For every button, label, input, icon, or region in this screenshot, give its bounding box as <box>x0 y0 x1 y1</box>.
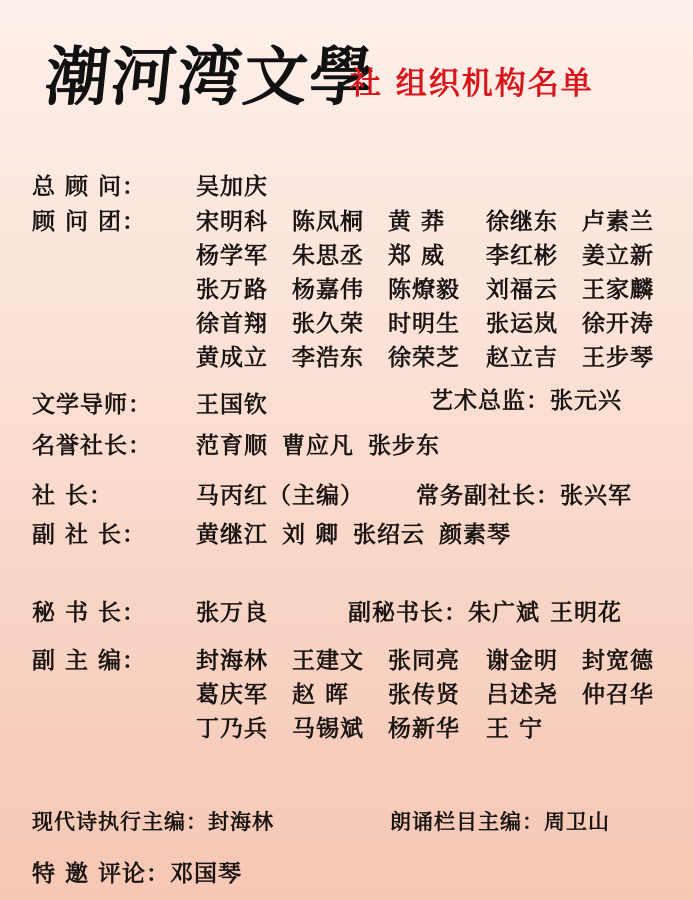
row-vice-president <box>32 516 512 549</box>
label-modern-poetry-editor: 现代诗执行主编： <box>32 809 208 834</box>
grid-name: 李浩东 <box>292 344 364 371</box>
grid-name: 刘福云 <box>486 276 558 303</box>
label-recitation-editor: 朗诵栏目主编： <box>390 809 544 834</box>
grid-name: 杨学军 <box>196 242 268 269</box>
label-president: 社 长： <box>32 482 114 509</box>
grid-name: 宋明科 <box>196 208 268 235</box>
row-modern-poetry-editor <box>32 806 274 836</box>
label-chief-advisor: 总 顾 问： <box>32 173 147 200</box>
grid-name: 吕述尧 <box>486 681 558 708</box>
name: 周卫山 <box>544 809 610 834</box>
title-calligraphy: 潮河湾文學 <box>41 40 380 115</box>
grid-name: 徐荣芝 <box>388 344 460 371</box>
name: 张元兴 <box>550 387 622 414</box>
row-recitation-editor <box>390 806 610 836</box>
name: 邓国琴 <box>170 860 243 887</box>
name: 曹应凡 <box>282 432 354 459</box>
name: 颜素琴 <box>439 521 512 548</box>
chief-advisor-names <box>196 168 282 201</box>
label-secretary-general: 秘 书 长： <box>32 599 147 626</box>
row-literary-mentor <box>32 386 268 419</box>
name: 张兴军 <box>560 482 632 509</box>
name: 王国钦 <box>196 391 268 418</box>
grid-name: 谢金明 <box>486 647 558 674</box>
grid-name: 葛庆军 <box>196 681 268 708</box>
row-chief-advisor <box>32 168 268 201</box>
label-special-commentary: 特 邀 评论： <box>32 860 171 887</box>
label-art-director: 艺术总监： <box>430 387 550 414</box>
grid-name: 徐首翔 <box>196 310 268 337</box>
label-deputy-secretary: 副秘书长： <box>348 599 468 626</box>
grid-name: 王步琴 <box>582 344 654 371</box>
row-deputy-editor <box>32 642 146 675</box>
grid-name: 陈燎毅 <box>388 276 460 303</box>
row-deputy-secretary <box>348 594 622 627</box>
label-advisor-group: 顾 问 团： <box>32 208 147 235</box>
row-executive-vp <box>416 477 632 510</box>
grid-name: 姜立新 <box>582 242 654 269</box>
grid-name: 杨新华 <box>388 715 460 742</box>
name: 封海林 <box>208 809 274 834</box>
name: 吴加庆 <box>196 173 268 200</box>
row-president <box>32 477 364 510</box>
grid-name: 朱思丞 <box>292 242 364 269</box>
grid-name: 张同亮 <box>388 647 460 674</box>
grid-name: 仲召华 <box>582 681 654 708</box>
grid-name: 赵立吉 <box>486 344 558 371</box>
name: 张步东 <box>368 432 440 459</box>
row-advisor-group <box>32 203 146 236</box>
grid-name: 陈凤桐 <box>292 208 364 235</box>
grid-name: 马锡斌 <box>292 715 364 742</box>
row-honorary-president <box>32 427 440 460</box>
grid-name: 时明生 <box>388 310 460 337</box>
name: 刘 卿 <box>282 521 340 548</box>
row-special-commentary <box>32 855 242 888</box>
grid-name: 王 宁 <box>486 715 544 742</box>
label-literary-mentor: 文学导师： <box>32 391 152 418</box>
grid-name: 张万路 <box>196 276 268 303</box>
name: 马丙红（主编） <box>196 482 364 509</box>
grid-name: 王家麟 <box>582 276 654 303</box>
name: 张绍云 <box>353 521 426 548</box>
grid-name: 封宽德 <box>582 647 654 674</box>
label-executive-vp: 常务副社长： <box>416 482 560 509</box>
name: 黄继江 <box>196 521 268 548</box>
row-secretary-general <box>32 594 268 627</box>
grid-name: 张传贤 <box>388 681 460 708</box>
grid-name: 徐开涛 <box>582 310 654 337</box>
grid-name: 李红彬 <box>486 242 558 269</box>
grid-name: 张久荣 <box>292 310 364 337</box>
grid-name: 王建文 <box>292 647 364 674</box>
title-subtitle: 社 组织机构名单 <box>350 66 594 102</box>
grid-name: 封海林 <box>196 647 268 674</box>
grid-name: 黄成立 <box>196 344 268 371</box>
grid-name: 丁乃兵 <box>196 715 268 742</box>
grid-name: 赵 晖 <box>292 681 350 708</box>
name: 张万良 <box>196 599 268 626</box>
grid-name: 徐继东 <box>486 208 558 235</box>
grid-name: 杨嘉伟 <box>292 276 364 303</box>
name: 王明花 <box>550 599 622 626</box>
label-deputy-editor: 副 主 编： <box>32 647 147 674</box>
label-honorary-president: 名誉社长： <box>32 432 152 459</box>
grid-name: 黄 莽 <box>388 208 446 235</box>
grid-name: 卢素兰 <box>582 208 654 235</box>
grid-name: 郑 威 <box>388 242 446 269</box>
label-vice-president: 副 社 长： <box>32 521 147 548</box>
grid-name: 张运岚 <box>486 310 558 337</box>
name: 范育顺 <box>196 432 268 459</box>
row-art-director <box>430 382 622 415</box>
name: 朱广斌 <box>468 599 540 626</box>
